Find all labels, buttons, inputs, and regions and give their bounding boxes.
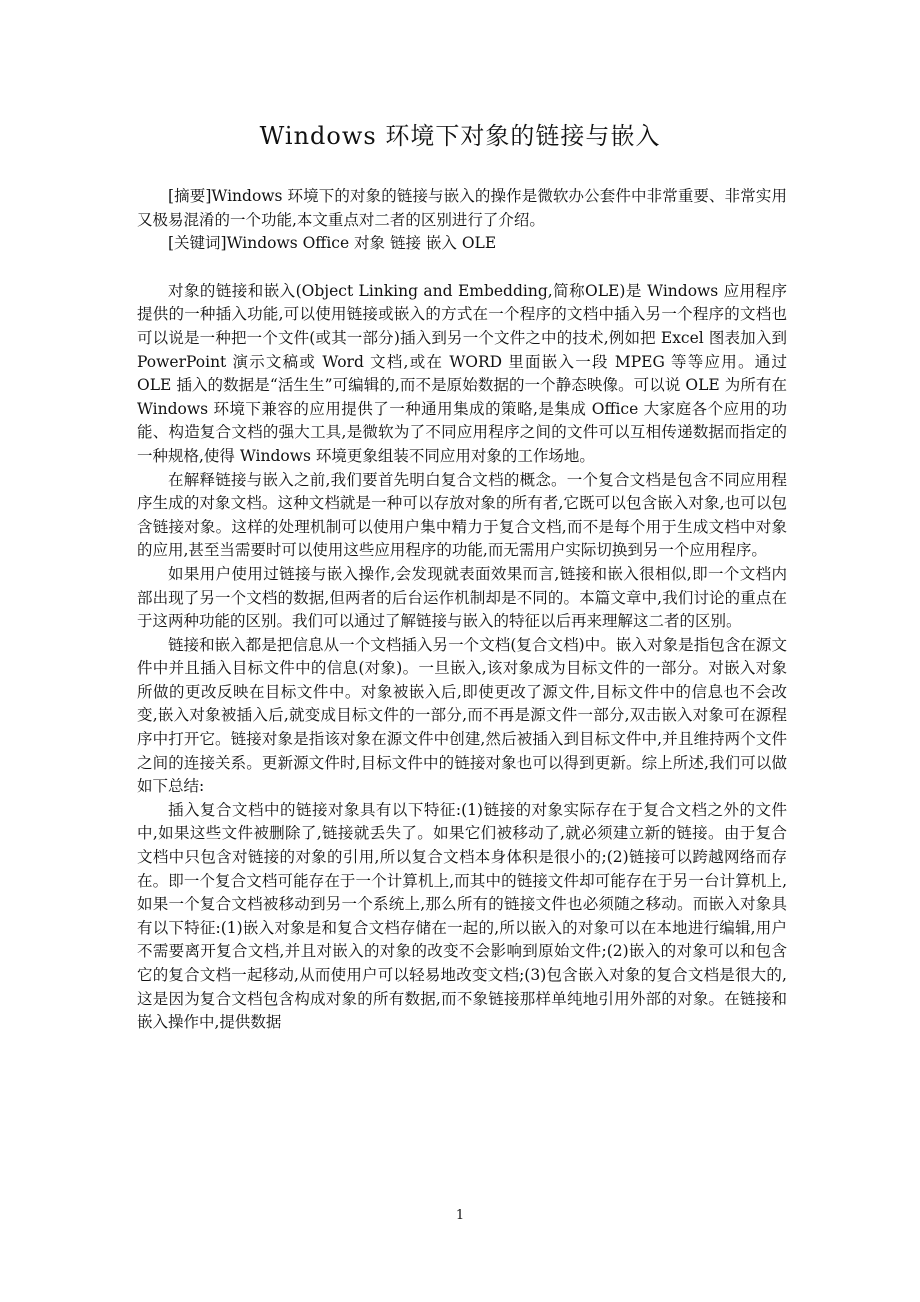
page-number: 1 bbox=[455, 1208, 465, 1223]
body-paragraph-5: 插入复合文档中的链接对象具有以下特征:(1)链接的对象实际存在于复合文档之外的文件中,如果这些文件被删除了,链接就丢失了。如果它们被移动了,就必须建立新的链接。由于复合文档中只包含对链接的对象的引用,所以复合文档本身体积是很小的;(2)链接可以跨越网络而存在。即一个复合文档可能存在于一个计算机上,而其中的链接文件却可能存在于另一台计算机上,如果一个复合文档被移动到另一个系统上,那么所有的链接文件也必须随之移动。而嵌入对象具有以下特征:(1)嵌入对象是和复合文档存储在一起的,所以嵌入的对象可以在本地进行编辑,用户不需要离开复合文档,并且对嵌入的对象的改变不会影响到原始文件;(2)嵌入的对象可以和包含它的复合文档一起移动,从而使用户可以轻易地改变文档;(3)包含嵌入对象的复合文档是很大的,这是因为复合文档包含构成对象的所有数据,而不象链接那样单纯地引用外部的对象。在链接和嵌入操作中,提供数据 bbox=[137, 800, 787, 1032]
document-title: Windows 环境下对象的链接与嵌入 bbox=[259, 122, 661, 150]
abstract-section bbox=[137, 185, 787, 256]
abstract-paragraph: [摘要]Windows 环境下的对象的链接与嵌入的操作是微软办公套件中非常重要、非常实用又极易混淆的一个功能,本文重点对二者的区别进行了介绍。 bbox=[137, 187, 787, 229]
body-paragraph-1: 对象的链接和嵌入(Object Linking and Embedding,简称OLE)是 Windows 应用程序提供的一种插入功能,可以使用链接或嵌入的方式在一个程序的文档中插入另一个程序的文档也可以说是一种把一个文件(或其一部分)插入到另一个文件之中的技术,例如把 Excel 图表加入到 PowerPoint 演示文稿或 Word 文档,或在 WORD 里面嵌入一段 MPEG 等等应用。通过 OLE 插入的数据是“活生生”可编辑的,而不是原始数据的一个静态映像。可以说 OLE 为所有在 Windows 环境下兼容的应用提供了一种通用集成的策略,是集成 Office 大家庭各个应用的功能、构造复合文档的强大工具,是微软为了不同应用程序之间的文件可以互相传递数据而指定的一种规格,使得 Windows 环境更象组装不同应用对象的工作场地。 bbox=[137, 281, 787, 465]
body-paragraph-3: 如果用户使用过链接与嵌入操作,会发现就表面效果而言,链接和嵌入很相似,即一个文档内部出现了另一个文档的数据,但两者的后台运作机制却是不同的。本篇文章中,我们讨论的重点在于这两种功能的区别。我们可以通过了解链接与嵌入的特征以后再来理解这二者的区别。 bbox=[137, 564, 787, 631]
document-body bbox=[137, 185, 787, 1035]
body-paragraph-2: 在解释链接与嵌入之前,我们要首先明白复合文档的概念。一个复合文档是包含不同应用程序生成的对象文档。这种文档就是一种可以存放对象的所有者,它既可以包含嵌入对象,也可以包含链接对象。这样的处理机制可以使用户集中精力于复合文档,而不是每个用于生成文档中对象的应用,甚至当需要时可以使用这些应用程序的功能,而无需用户实际切换到另一个应用程序。 bbox=[137, 470, 787, 560]
body-paragraph-4: 链接和嵌入都是把信息从一个文档插入另一个文档(复合文档)中。嵌入对象是指包含在源文件中并且插入目标文件中的信息(对象)。一旦嵌入,该对象成为目标文件的一部分。对嵌入对象所做的更改反映在目标文件中。对象被嵌入后,即使更改了源文件,目标文件中的信息也不会改变,嵌入对象被插入后,就变成目标文件的一部分,而不再是源文件一部分,双击嵌入对象可在源程序中打开它。链接对象是指该对象在源文件中创建,然后被插入到目标文件中,并且维持两个文件之间的连接关系。更新源文件时,目标文件中的链接对象也可以得到更新。综上所述,我们可以做如下总结: bbox=[137, 635, 787, 796]
keywords-paragraph: [关键词]Windows Office 对象 链接 嵌入 OLE bbox=[168, 234, 497, 253]
